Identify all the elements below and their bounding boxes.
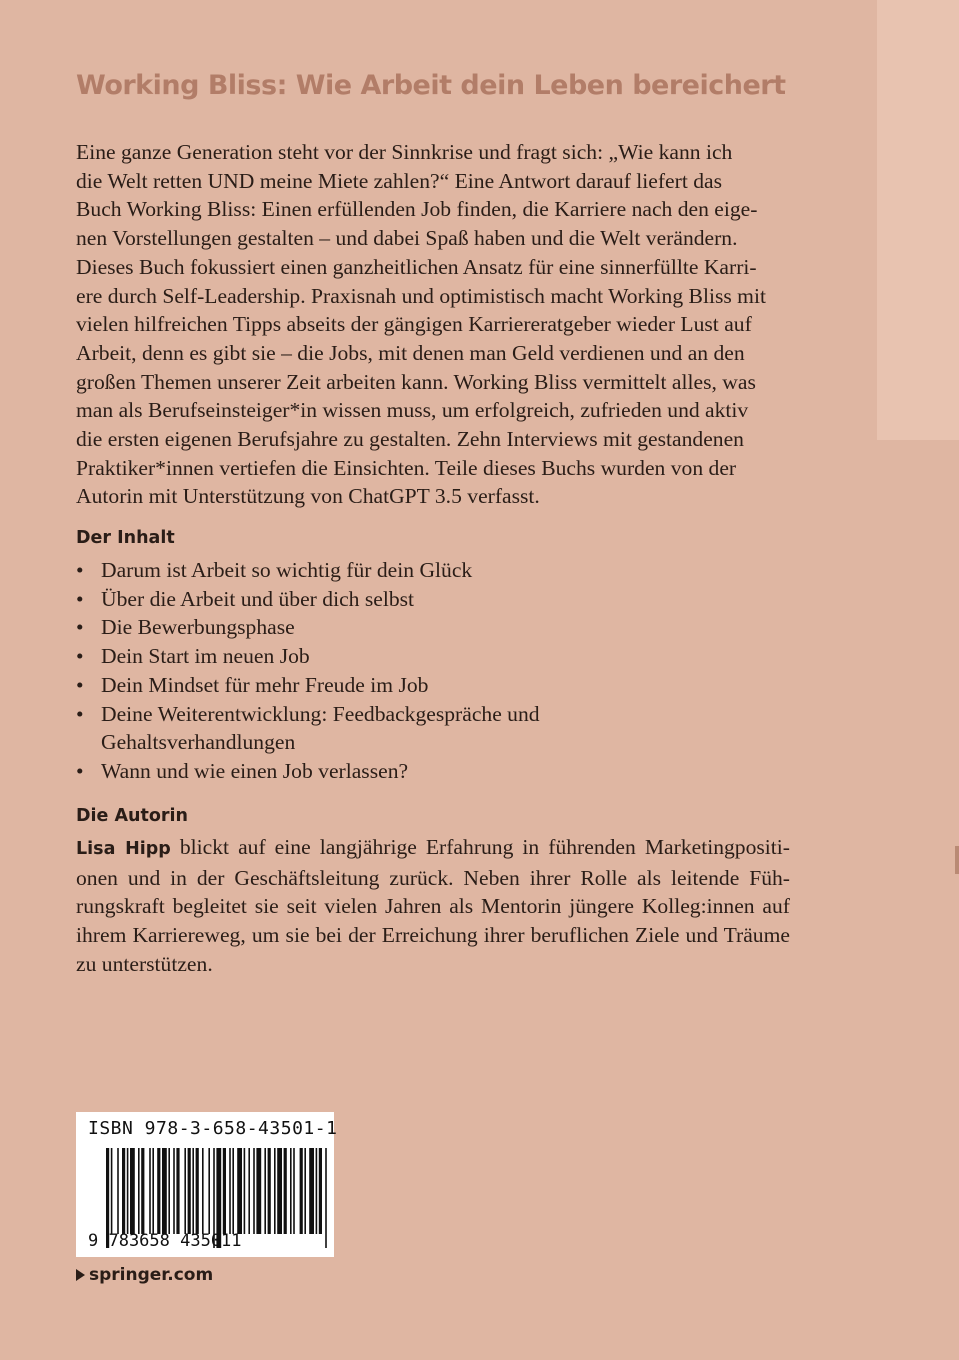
publisher-link[interactable] (76, 1265, 213, 1285)
contents-item-label: Über die Arbeit und über dich selbst (101, 586, 415, 611)
contents-item-label: Wann und wie einen Job verlassen? (101, 758, 409, 783)
barcode-bar (188, 1148, 191, 1234)
description-line: Dieses Buch fokussiert einen ganzheitlichen Ansatz für eine sinnerfüllte Karri- (76, 254, 757, 279)
barcode-bar (152, 1148, 154, 1234)
barcode-bar (117, 1148, 119, 1234)
barcode-bar (162, 1148, 167, 1234)
barcode-bar (184, 1148, 186, 1234)
barcode-bar (256, 1148, 261, 1234)
author-name: Lisa Hipp (76, 839, 171, 859)
barcode-bar (196, 1148, 199, 1234)
contents-heading: Der Inhalt (76, 528, 175, 548)
contents-item-label: Dein Mindset für mehr Freude im Job (101, 672, 429, 697)
description-line: die Welt retten UND meine Miete zahlen?“ Eine Antwort darauf liefert das (76, 168, 723, 193)
description-line: ere durch Self-Leadership. Praxisnah und optimistisch macht Working Bliss mit (76, 283, 766, 308)
barcode-bar (127, 1148, 129, 1234)
barcode-bar (157, 1148, 160, 1234)
bullet-icon: • (76, 644, 84, 669)
book-title: Working Bliss: Wie Arbeit dein Leben bereichert (76, 70, 786, 101)
barcode-bar (274, 1148, 276, 1234)
description-line: Autorin mit Unterstützung von ChatGPT 3.5 verfasst. (76, 484, 540, 509)
barcode-digits: 9 783658 435011 (88, 1231, 242, 1251)
list-item (76, 700, 621, 757)
barcode-bar (268, 1148, 271, 1234)
barcode-bar (149, 1148, 151, 1234)
bullet-icon: • (76, 758, 84, 783)
barcode-bar (244, 1148, 246, 1234)
barcode-bar (304, 1148, 306, 1234)
cover-color-band (877, 0, 959, 440)
barcode-bar (173, 1148, 175, 1234)
barcode-bar (319, 1148, 322, 1234)
barcode-bar (208, 1148, 210, 1234)
description-line: Buch Working Bliss: Einen erfüllenden Job finden, die Karriere nach den eige- (76, 197, 758, 222)
contents-item-label: Dein Start im neuen Job (101, 644, 310, 669)
bullet-icon: • (76, 586, 84, 611)
barcode-bar (223, 1148, 226, 1234)
list-item (76, 556, 621, 585)
barcode-bar (293, 1148, 295, 1234)
description-line: Arbeit, denn es gibt sie – die Jobs, mit denen man Geld verdienen und an den (76, 340, 745, 365)
bullet-icon: • (76, 615, 84, 640)
contents-item-label: Darum ist Arbeit so wichtig für dein Glück (101, 558, 473, 582)
author-bio (76, 833, 790, 979)
bullet-icon: • (76, 672, 84, 697)
author-heading: Die Autorin (76, 806, 188, 826)
contents-item-label: Die Bewerbungsphase (101, 615, 295, 640)
barcode-bar (264, 1148, 266, 1234)
list-item (76, 757, 621, 786)
barcode-bar (130, 1148, 135, 1234)
barcode-bar (232, 1148, 234, 1234)
barcode-bar (176, 1148, 179, 1234)
list-item (76, 585, 621, 614)
book-description (76, 138, 790, 511)
bullet-icon: • (76, 558, 84, 582)
description-line: nen Vorstellungen gestalten – und dabei Spaß haben und die Welt verändern. (76, 226, 738, 251)
description-line: Praktiker*innen vertiefen die Einsichten. Teile dieses Buchs wurden von der (76, 455, 737, 480)
list-item (76, 613, 621, 642)
publisher-link-label: springer.com (89, 1265, 214, 1285)
barcode-bar (229, 1148, 231, 1234)
isbn-barcode (76, 1112, 338, 1257)
barcode-bar (202, 1148, 204, 1234)
barcode-bar (192, 1148, 194, 1234)
barcode-bar (325, 1148, 327, 1248)
barcode-bar (138, 1148, 140, 1234)
barcode-bar (300, 1148, 303, 1234)
barcode-bar (290, 1148, 292, 1234)
barcode-bar (111, 1148, 113, 1234)
isbn-label: ISBN 978-3-658-43501-1 (88, 1118, 338, 1139)
list-item (76, 642, 621, 671)
contents-item-label: Deine Weiterentwicklung: Feedbackgespräche und Gehaltsverhandlungen (101, 701, 540, 755)
barcode-bar (168, 1148, 170, 1234)
barcode-bar (248, 1148, 250, 1234)
barcode-bar (253, 1148, 255, 1234)
author-bio-text: blickt auf eine langjährige Erfahrung in führenden Marketingpositionen und in der Geschäftsleitung zurück. Neben ihrer Rolle als leitende Führungskraft begleitet sie seit vielen Jahren als Mentorin jüngere Kolleg:innen auf ihrem Karriereweg, um sie bei der Erreichung ihrer beruflichen Ziele und Träume zu unterstützen. (76, 835, 790, 976)
description-line: man als Berufseinsteiger*in wissen muss, um erfolgreich, zufrieden und aktiv (76, 398, 749, 423)
description-line: die ersten eigenen Berufsjahre zu gestalten. Zehn Interviews mit gestandenen (76, 427, 744, 452)
barcode-bar (141, 1148, 144, 1234)
description-line: großen Themen unserer Zeit arbeiten kann. Working Bliss vermittelt alles, was (76, 369, 756, 394)
bullet-icon: • (76, 701, 84, 726)
list-item (76, 671, 621, 700)
barcode-bar (284, 1148, 287, 1234)
barcode-bar (237, 1148, 242, 1234)
barcode-bar (277, 1148, 282, 1234)
description-line: Eine ganze Generation steht vor der Sinnkrise und fragt sich: „Wie kann ich (76, 140, 733, 164)
barcode-bar (122, 1148, 125, 1234)
description-line: vielen hilfreichen Tipps abseits der gängigen Karriereratgeber wieder Lust auf (76, 312, 752, 337)
contents-list (76, 556, 621, 786)
arrow-right-icon (76, 1269, 85, 1281)
spine-mark (955, 846, 959, 874)
barcode-bar (316, 1148, 318, 1234)
barcode-bar (309, 1148, 314, 1234)
